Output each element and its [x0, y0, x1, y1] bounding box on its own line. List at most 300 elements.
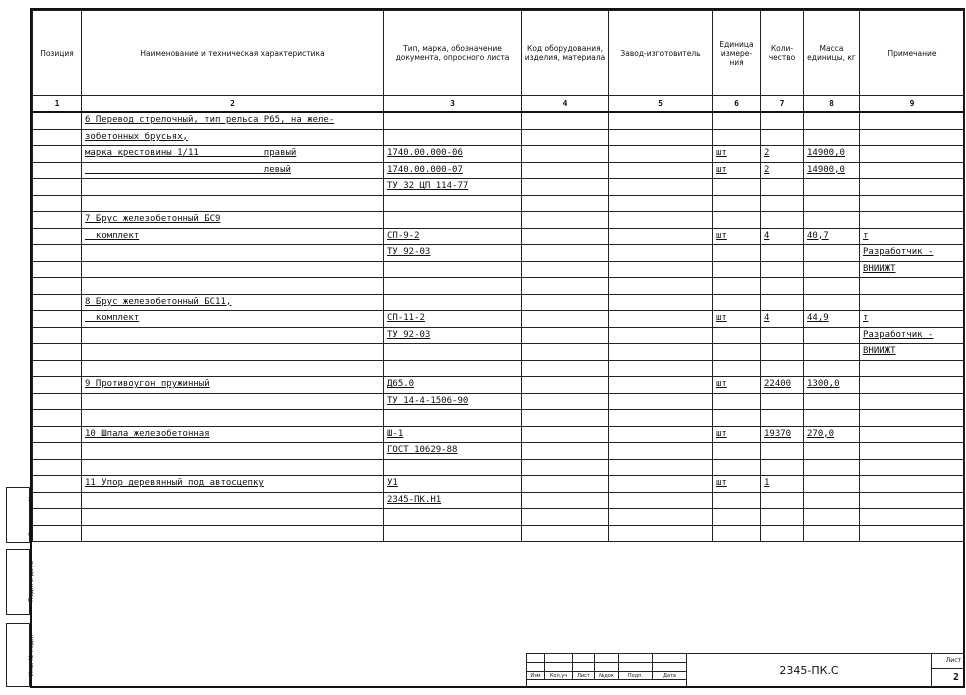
table-cell	[713, 278, 761, 295]
table-row	[33, 459, 965, 476]
table-cell	[522, 179, 609, 196]
table-cell: 1300,0	[804, 377, 860, 394]
revision-cell	[653, 654, 687, 663]
table-cell	[860, 278, 965, 295]
title-block	[526, 653, 964, 687]
table-cell: 7 Брус железобетонный БС9	[82, 212, 384, 229]
table-cell: т	[860, 228, 965, 245]
table-cell	[522, 476, 609, 493]
column-header-6: Единица измере-ния	[713, 11, 761, 96]
table-cell	[860, 525, 965, 542]
table-cell: зобетонных брусьях,	[82, 129, 384, 146]
table-cell	[384, 509, 522, 526]
table-cell	[609, 377, 713, 394]
table-cell	[609, 525, 713, 542]
side-cell-sign	[6, 549, 35, 615]
table-cell	[713, 195, 761, 212]
table-row	[33, 311, 965, 328]
table-cell	[384, 261, 522, 278]
table-cell	[384, 294, 522, 311]
table-row	[33, 426, 965, 443]
table-cell: комплект	[82, 228, 384, 245]
column-number: 9	[860, 96, 965, 113]
table-row	[33, 443, 965, 460]
table-cell	[609, 278, 713, 295]
table-cell	[522, 327, 609, 344]
table-cell	[522, 377, 609, 394]
table-cell	[522, 525, 609, 542]
table-cell: Разработчик -	[860, 327, 965, 344]
table-cell	[82, 410, 384, 427]
table-cell	[609, 459, 713, 476]
table-cell	[33, 509, 82, 526]
table-cell	[609, 146, 713, 163]
table-cell	[713, 245, 761, 262]
table-row	[33, 261, 965, 278]
column-number: 1	[33, 96, 82, 113]
table-cell	[761, 112, 804, 129]
table-cell	[33, 426, 82, 443]
table-cell	[713, 525, 761, 542]
revision-label: Лист	[573, 672, 595, 680]
table-cell	[713, 393, 761, 410]
table-cell	[82, 525, 384, 542]
table-cell	[713, 360, 761, 377]
table-cell	[761, 261, 804, 278]
revision-cell	[545, 654, 573, 663]
table-cell	[804, 327, 860, 344]
table-cell	[761, 327, 804, 344]
column-header-7: Коли-чество	[761, 11, 804, 96]
table-cell	[860, 162, 965, 179]
table-cell	[82, 278, 384, 295]
table-cell	[384, 525, 522, 542]
table-cell	[713, 261, 761, 278]
table-cell: ТУ 92-03	[384, 327, 522, 344]
table-cell	[761, 393, 804, 410]
revision-cell	[573, 663, 595, 672]
table-cell	[609, 443, 713, 460]
sheet-box	[931, 653, 964, 687]
table-cell: ТУ 14-4-1506-90	[384, 393, 522, 410]
side-label-inventory: Инв. № подл.	[28, 634, 36, 677]
table-cell	[804, 129, 860, 146]
revision-cell	[619, 663, 653, 672]
table-row	[33, 377, 965, 394]
table-cell	[33, 443, 82, 460]
table-cell	[33, 212, 82, 229]
column-number: 2	[82, 96, 384, 113]
table-cell	[609, 129, 713, 146]
table-row	[33, 393, 965, 410]
table-cell	[33, 129, 82, 146]
revision-label: Подп.	[619, 672, 653, 680]
table-cell	[33, 228, 82, 245]
table-cell: 1740.00.000-06	[384, 146, 522, 163]
table-cell	[761, 459, 804, 476]
column-number: 8	[804, 96, 860, 113]
table-row	[33, 509, 965, 526]
table-cell	[761, 344, 804, 361]
table-cell	[761, 278, 804, 295]
table-cell	[33, 476, 82, 493]
table-cell	[82, 509, 384, 526]
table-cell	[804, 195, 860, 212]
table-cell: СП-11-2	[384, 311, 522, 328]
table-cell: т	[860, 311, 965, 328]
table-cell	[609, 179, 713, 196]
table-row	[33, 410, 965, 427]
table-cell	[860, 459, 965, 476]
revision-cell	[595, 663, 619, 672]
table-row	[33, 360, 965, 377]
table-cell	[860, 443, 965, 460]
table-cell	[860, 360, 965, 377]
table-cell: 9 Противоугон пружинный	[82, 377, 384, 394]
table-cell	[82, 261, 384, 278]
table-cell	[384, 278, 522, 295]
table-cell	[522, 228, 609, 245]
table-cell	[33, 360, 82, 377]
table-cell	[609, 492, 713, 509]
column-number-row	[33, 96, 965, 113]
table-cell	[522, 278, 609, 295]
table-cell	[860, 377, 965, 394]
table-row	[33, 146, 965, 163]
table-cell	[522, 509, 609, 526]
table-cell	[761, 212, 804, 229]
table-cell	[522, 344, 609, 361]
table-cell	[33, 311, 82, 328]
column-number: 7	[761, 96, 804, 113]
table-row	[33, 228, 965, 245]
table-cell	[609, 360, 713, 377]
table-cell	[33, 393, 82, 410]
table-cell	[33, 294, 82, 311]
table-cell	[522, 212, 609, 229]
table-cell	[82, 195, 384, 212]
table-cell	[33, 179, 82, 196]
table-cell	[860, 476, 965, 493]
table-cell	[804, 509, 860, 526]
table-cell	[860, 179, 965, 196]
column-number: 4	[522, 96, 609, 113]
table-cell	[522, 129, 609, 146]
table-cell: 40,7	[804, 228, 860, 245]
table-cell	[761, 360, 804, 377]
table-cell	[609, 476, 713, 493]
table-cell	[82, 327, 384, 344]
table-cell	[33, 162, 82, 179]
table-cell	[384, 360, 522, 377]
table-cell	[713, 492, 761, 509]
table-row	[33, 344, 965, 361]
table-cell: 270,0	[804, 426, 860, 443]
table-row	[33, 492, 965, 509]
table-cell	[804, 476, 860, 493]
table-cell	[761, 245, 804, 262]
table-cell	[804, 459, 860, 476]
table-cell	[82, 443, 384, 460]
table-cell: Д65.0	[384, 377, 522, 394]
table-cell: комплект	[82, 311, 384, 328]
table-cell	[384, 410, 522, 427]
table-cell	[860, 509, 965, 526]
table-cell	[82, 179, 384, 196]
table-cell: 14900,0	[804, 146, 860, 163]
table-cell	[384, 129, 522, 146]
table-cell	[384, 195, 522, 212]
table-cell	[804, 245, 860, 262]
table-row	[33, 195, 965, 212]
table-cell	[609, 426, 713, 443]
table-cell	[522, 294, 609, 311]
table-cell	[860, 294, 965, 311]
table-cell	[804, 492, 860, 509]
column-number: 3	[384, 96, 522, 113]
table-row	[33, 112, 965, 129]
table-cell	[82, 393, 384, 410]
table-cell	[713, 179, 761, 196]
revision-label: Дата	[653, 672, 687, 680]
table-cell	[804, 294, 860, 311]
table-cell	[804, 344, 860, 361]
table-cell	[609, 195, 713, 212]
revision-cell	[545, 663, 573, 672]
table-cell	[761, 179, 804, 196]
table-cell	[860, 393, 965, 410]
table-cell	[761, 129, 804, 146]
table-cell	[609, 294, 713, 311]
table-cell	[33, 245, 82, 262]
table-cell	[713, 459, 761, 476]
table-cell	[860, 212, 965, 229]
table-cell	[522, 146, 609, 163]
table-cell	[384, 212, 522, 229]
table-row	[33, 278, 965, 295]
table-cell	[804, 393, 860, 410]
table-cell: ГОСТ 10629-88	[384, 443, 522, 460]
table-cell: шт	[713, 476, 761, 493]
column-header-1: Позиция	[33, 11, 82, 96]
side-label-sign: Подп. и дата	[27, 561, 35, 602]
table-cell	[609, 261, 713, 278]
side-cell-replace	[6, 487, 35, 543]
table-cell	[522, 410, 609, 427]
revision-cell	[527, 654, 545, 663]
table-cell	[860, 129, 965, 146]
table-cell: шт	[713, 311, 761, 328]
table-cell	[33, 377, 82, 394]
table-row	[33, 476, 965, 493]
table-cell: ТУ 32 ЦП 114-77	[384, 179, 522, 196]
table-cell: Ш-1	[384, 426, 522, 443]
table-cell: 2	[761, 162, 804, 179]
table-cell	[804, 360, 860, 377]
table-cell: 14900,0	[804, 162, 860, 179]
side-strip	[6, 487, 36, 687]
table-cell	[522, 195, 609, 212]
table-cell: 1	[761, 476, 804, 493]
table-row	[33, 294, 965, 311]
table-cell: 6 Перевод стрелочный, тип рельса Р65, на желе-	[82, 112, 384, 129]
table-cell	[804, 112, 860, 129]
table-cell	[609, 327, 713, 344]
table-cell: шт	[713, 146, 761, 163]
table-cell	[522, 393, 609, 410]
table-cell	[33, 459, 82, 476]
revision-cell	[619, 654, 653, 663]
column-header-4: Код оборудования, изделия, материала	[522, 11, 609, 96]
table-cell	[804, 525, 860, 542]
table-cell	[761, 443, 804, 460]
table-cell	[761, 294, 804, 311]
table-cell	[33, 146, 82, 163]
table-cell	[33, 327, 82, 344]
table-cell	[384, 344, 522, 361]
table-cell: У1	[384, 476, 522, 493]
table-cell	[761, 410, 804, 427]
column-header-2: Наименование и техническая характеристика	[82, 11, 384, 96]
table-cell: ТУ 92-03	[384, 245, 522, 262]
column-number: 6	[713, 96, 761, 113]
table-cell: 2	[761, 146, 804, 163]
table-cell	[33, 261, 82, 278]
table-cell	[860, 195, 965, 212]
table-cell	[761, 195, 804, 212]
table-cell	[522, 245, 609, 262]
table-cell	[713, 112, 761, 129]
table-cell	[522, 112, 609, 129]
table-cell	[609, 410, 713, 427]
table-cell: шт	[713, 228, 761, 245]
table-cell	[384, 459, 522, 476]
document-code: 2345-ПК.С	[686, 653, 931, 687]
table-row	[33, 129, 965, 146]
table-cell	[609, 112, 713, 129]
table-cell	[33, 112, 82, 129]
table-cell	[713, 443, 761, 460]
table-cell	[804, 179, 860, 196]
side-cell-inventory	[6, 623, 36, 687]
table-cell	[82, 360, 384, 377]
table-cell	[860, 112, 965, 129]
table-cell	[33, 195, 82, 212]
table-row	[33, 179, 965, 196]
table-cell	[804, 261, 860, 278]
table-cell: левый	[82, 162, 384, 179]
table-row	[33, 525, 965, 542]
table-cell	[33, 410, 82, 427]
table-cell	[713, 344, 761, 361]
table-cell	[33, 344, 82, 361]
revision-cell	[573, 654, 595, 663]
table-cell	[804, 443, 860, 460]
table-cell: 22400	[761, 377, 804, 394]
table-cell	[609, 162, 713, 179]
table-cell	[522, 311, 609, 328]
table-cell	[609, 311, 713, 328]
table-cell: шт	[713, 426, 761, 443]
table-cell	[609, 212, 713, 229]
table-cell	[860, 410, 965, 427]
table-cell	[713, 212, 761, 229]
table-cell	[522, 360, 609, 377]
table-cell	[609, 228, 713, 245]
table-cell: ВНИИЖТ	[860, 261, 965, 278]
table-cell	[522, 443, 609, 460]
sheet-label: Лист	[932, 654, 964, 669]
table-cell	[761, 509, 804, 526]
revision-label: Изм	[527, 672, 545, 680]
revision-cell	[527, 663, 545, 672]
table-cell	[522, 492, 609, 509]
specification-table	[32, 10, 965, 542]
column-header-9: Примечание	[860, 11, 965, 96]
table-cell	[609, 509, 713, 526]
table-cell	[761, 525, 804, 542]
table-cell	[804, 410, 860, 427]
table-cell: марка крестовины 1/11 правый	[82, 146, 384, 163]
revision-label: №док	[595, 672, 619, 680]
revision-label: Кол.уч	[545, 672, 573, 680]
table-cell	[33, 278, 82, 295]
table-cell: 10 Шпала железобетонная	[82, 426, 384, 443]
table-cell: ВНИИЖТ	[860, 344, 965, 361]
table-cell	[860, 146, 965, 163]
table-cell	[82, 245, 384, 262]
table-cell: 8 Брус железобетонный БС11,	[82, 294, 384, 311]
sheet-number: 2	[952, 672, 959, 683]
column-header-5: Завод-изготовитель	[609, 11, 713, 96]
table-cell: шт	[713, 377, 761, 394]
table-cell	[713, 327, 761, 344]
table-cell	[522, 162, 609, 179]
revision-cell	[653, 663, 687, 672]
table-cell: Разработчик -	[860, 245, 965, 262]
table-cell: шт	[713, 162, 761, 179]
table-cell	[804, 212, 860, 229]
table-cell	[82, 344, 384, 361]
table-cell: СП-9-2	[384, 228, 522, 245]
table-cell: 1740.00.000-07	[384, 162, 522, 179]
header-row	[33, 11, 965, 96]
column-number: 5	[609, 96, 713, 113]
table-cell	[860, 492, 965, 509]
table-cell	[713, 410, 761, 427]
revision-grid	[526, 653, 687, 688]
table-cell	[609, 393, 713, 410]
side-label-replace: Взам. инв. №	[27, 495, 35, 536]
table-cell: 19370	[761, 426, 804, 443]
table-cell	[522, 261, 609, 278]
table-cell: 11 Упор деревянный под автосцепку	[82, 476, 384, 493]
table-cell	[82, 492, 384, 509]
table-cell: 2345-ПК.Н1	[384, 492, 522, 509]
column-header-3: Тип, марка, обозначение документа, опросного листа	[384, 11, 522, 96]
table-cell	[384, 112, 522, 129]
table-cell	[713, 509, 761, 526]
table-body	[33, 96, 965, 542]
table-cell	[804, 278, 860, 295]
table-cell: 44,9	[804, 311, 860, 328]
table-cell	[522, 426, 609, 443]
table-row	[33, 212, 965, 229]
table-cell	[522, 459, 609, 476]
table-cell: 4	[761, 228, 804, 245]
table-row	[33, 327, 965, 344]
table-cell	[33, 492, 82, 509]
